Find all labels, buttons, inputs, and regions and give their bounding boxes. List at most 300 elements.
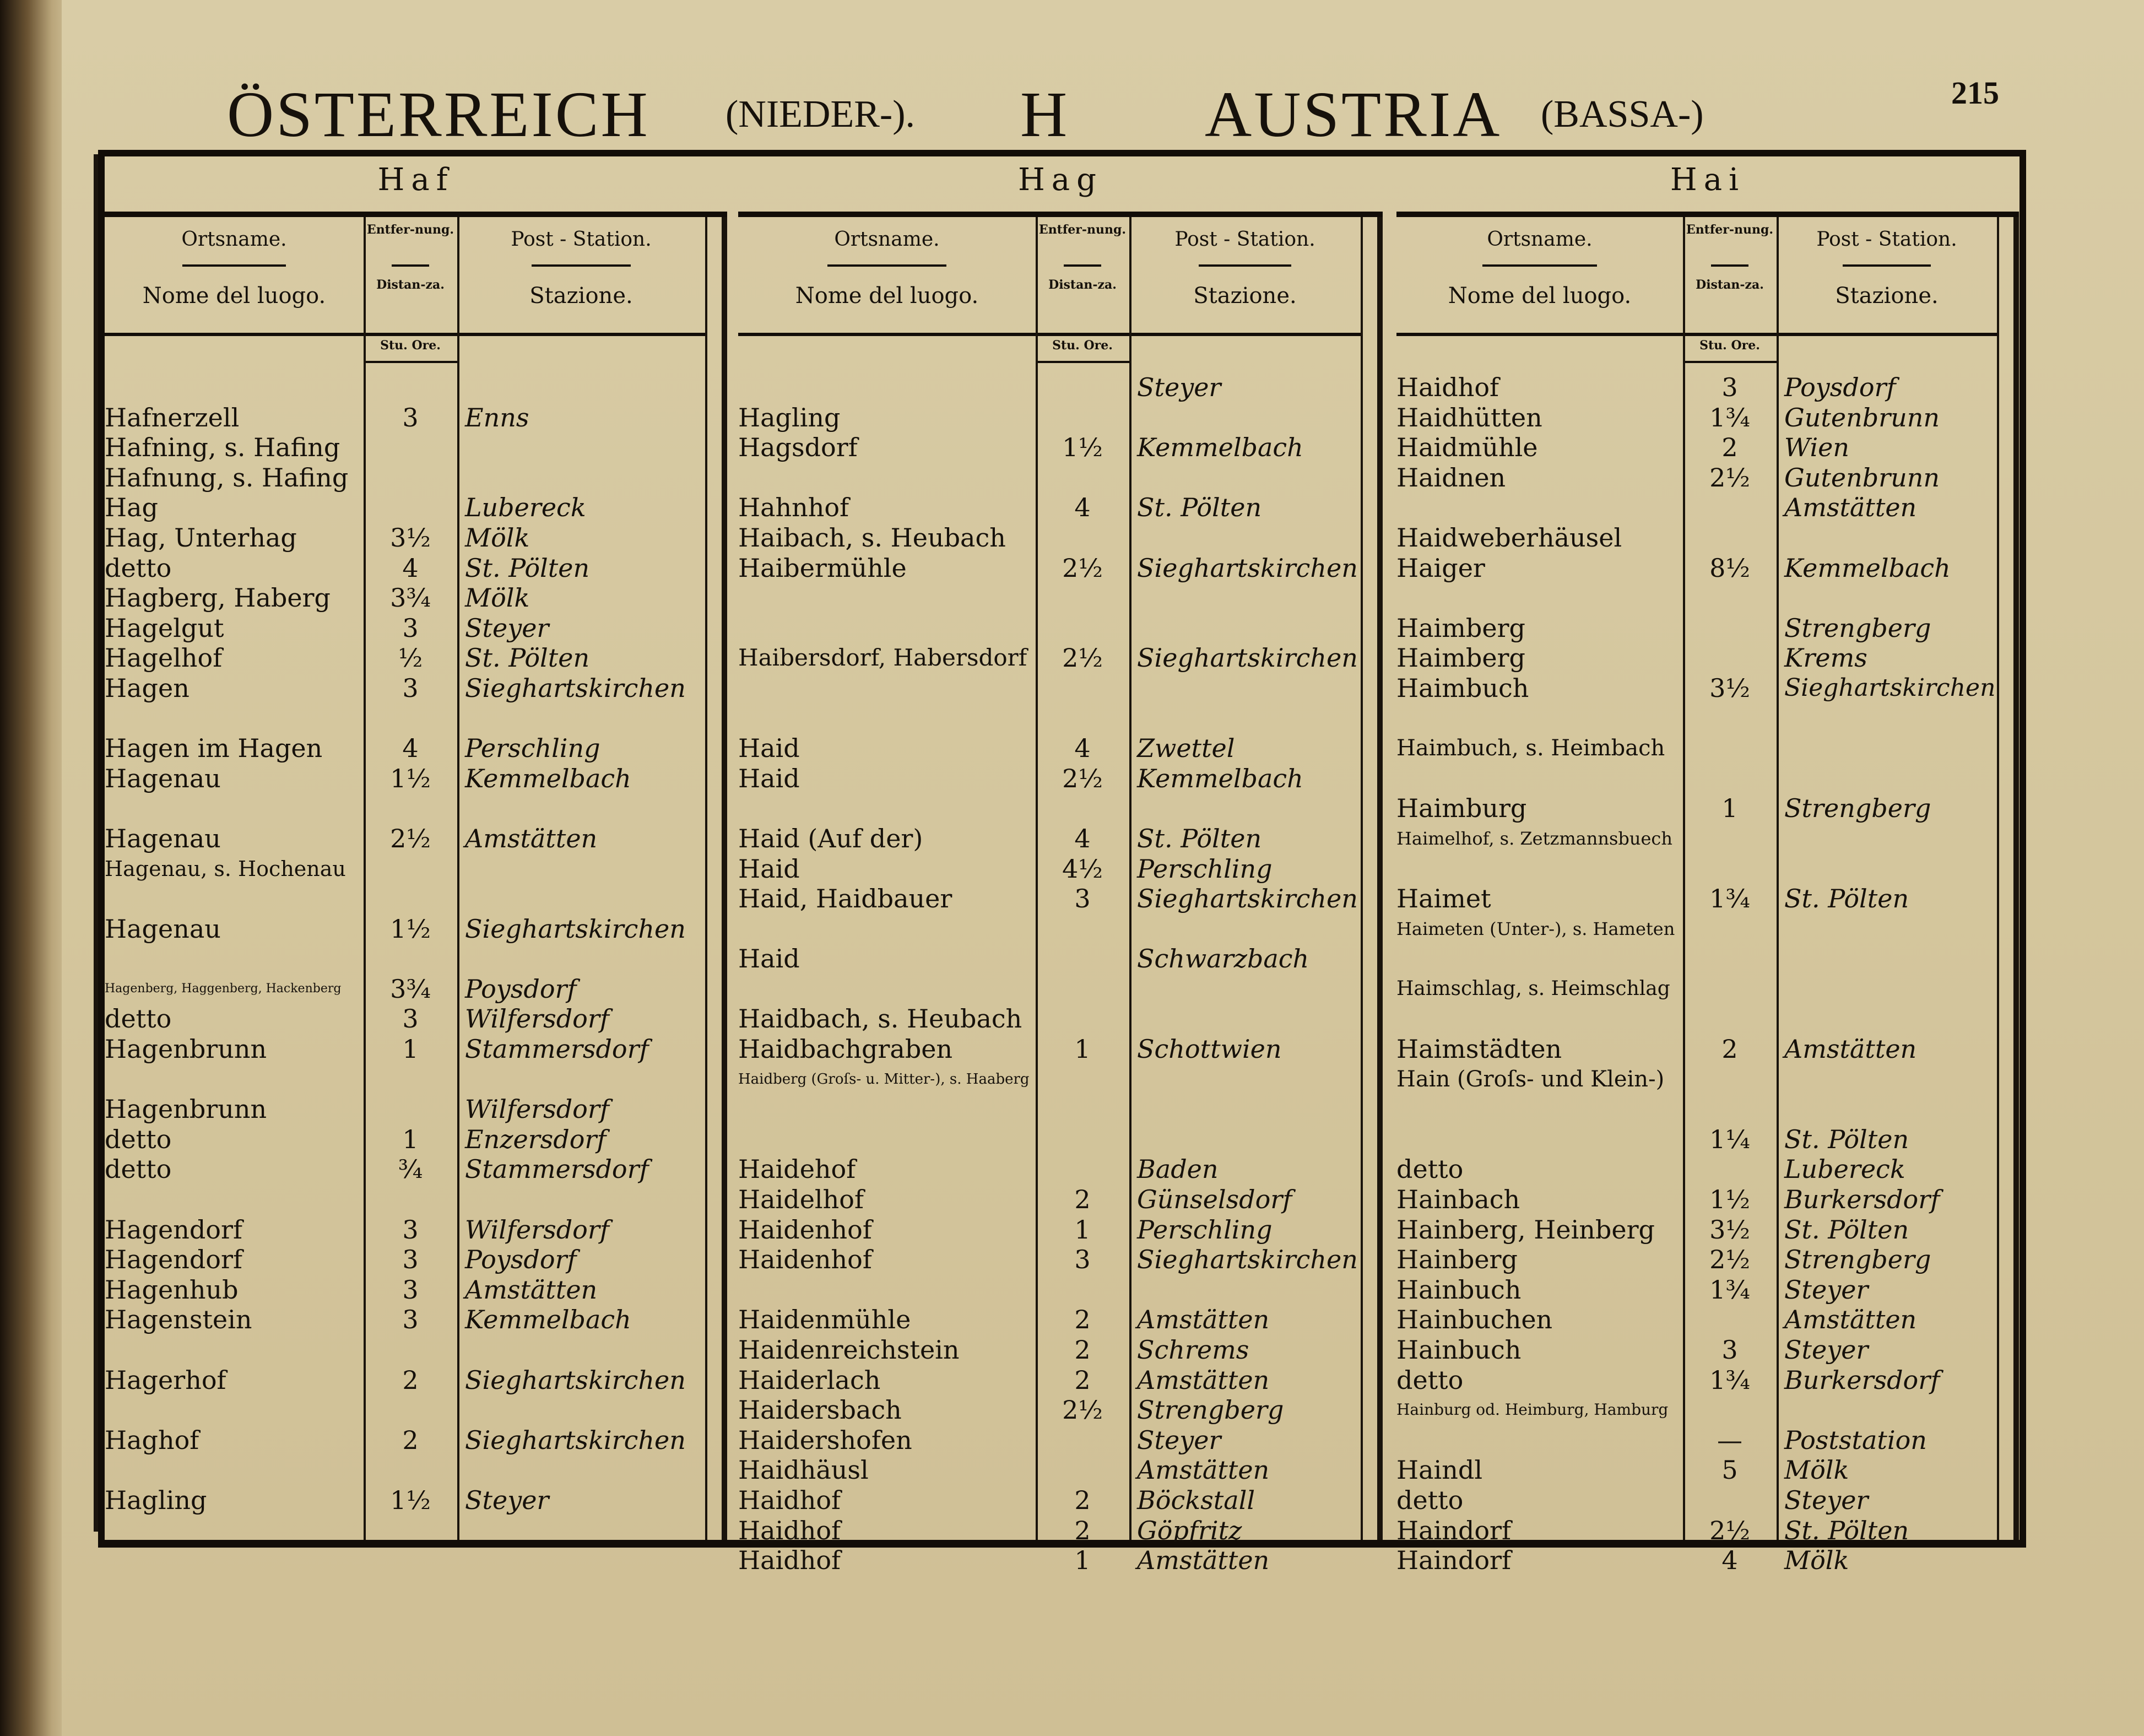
place-name: Haimburg <box>1396 793 1527 824</box>
post-station: Sieghartskirchen <box>1137 643 1358 673</box>
post-station: Kemmelbach <box>465 763 631 793</box>
place-name: Haid <box>738 944 800 974</box>
distance: 3 <box>1721 1335 1738 1365</box>
page-number: 215 <box>1951 75 1999 111</box>
table-row <box>738 733 1383 764</box>
place-name: Hainbuch <box>1396 1274 1522 1305</box>
distance: 3 <box>402 1214 419 1245</box>
place-name: Hagenbrunn <box>105 1094 267 1124</box>
place-name: Hagenau <box>105 823 221 853</box>
table-row <box>738 372 1383 403</box>
place-name: detto <box>105 1154 172 1185</box>
table-row <box>105 1395 727 1425</box>
post-station: St. Pölten <box>1784 1214 1909 1245</box>
distance: 1 <box>1074 1214 1091 1245</box>
table-row <box>105 673 727 704</box>
table-row <box>1396 824 2019 854</box>
table-row <box>738 704 1383 734</box>
place-name: Hagberg, Haberg <box>105 583 331 613</box>
post-station: St. Pölten <box>1784 1515 1909 1545</box>
header-rule <box>182 264 286 267</box>
place-name: Hagenstein <box>105 1305 252 1335</box>
distance: 3 <box>402 673 419 703</box>
table-row <box>105 824 727 854</box>
distance: 2 <box>1074 1185 1091 1215</box>
table-row <box>105 493 727 523</box>
post-station: Schottwien <box>1137 1034 1282 1064</box>
table-row <box>105 944 727 974</box>
place-name: Haidelhof <box>738 1185 864 1215</box>
place-name: detto <box>1396 1154 1464 1185</box>
place-name: Haibach, s. Heubach <box>738 522 1006 553</box>
post-station-header-german: Post - Station. <box>1816 228 1957 251</box>
table-row <box>738 944 1383 974</box>
place-name: Hag <box>105 493 158 523</box>
post-station: Sieghartskirchen <box>465 673 686 703</box>
place-name: Hagenau, s. Hochenau <box>105 856 346 881</box>
post-station: Gutenbrunn <box>1784 462 1940 493</box>
table-row <box>1396 1275 2019 1305</box>
place-name: Haimbuch <box>1396 673 1529 703</box>
distance: 3¾ <box>390 583 431 613</box>
distance: 1¾ <box>1709 1274 1750 1305</box>
place-name: Hagendorf <box>105 1245 242 1275</box>
distance: 3 <box>402 402 419 432</box>
table-row <box>738 643 1383 673</box>
header-rule <box>827 264 946 267</box>
place-name-header-german: Ortsname. <box>1487 228 1593 251</box>
post-station: Wien <box>1784 432 1850 463</box>
post-station: Schwarzbach <box>1137 944 1309 974</box>
place-name: Haindl <box>1396 1455 1483 1485</box>
table-row <box>105 1124 727 1155</box>
table-row <box>738 1124 1383 1155</box>
post-station: Sieghartskirchen <box>1137 884 1358 914</box>
table-row <box>1396 583 2019 613</box>
table-row <box>1396 523 2019 553</box>
section-title: Haf <box>105 162 727 217</box>
table-row <box>105 432 727 463</box>
table-row <box>1396 974 2019 1004</box>
place-name: Hagen im Hagen <box>105 733 323 764</box>
table-row <box>738 1215 1383 1245</box>
bottom-rule-line <box>98 1537 2026 1554</box>
post-station: Mölk <box>465 522 530 553</box>
title-italian: AUSTRIA <box>1205 78 1502 150</box>
distance-header <box>1683 217 1777 336</box>
distance-header-italian: Distan-za. <box>1048 278 1117 292</box>
table-row <box>1396 403 2019 433</box>
table-row <box>105 613 727 643</box>
table-row <box>1396 1305 2019 1335</box>
post-station: Strengberg <box>1784 1245 1931 1275</box>
distance: — <box>1717 1425 1742 1455</box>
distance: 3 <box>402 613 419 643</box>
post-station: Kemmelbach <box>1784 553 1951 583</box>
post-station: Steyer <box>1137 1425 1221 1455</box>
table-row <box>1396 1094 2019 1124</box>
post-station: St. Pölten <box>465 553 590 583</box>
table-row <box>105 854 727 884</box>
place-name: Hagenau <box>105 763 221 793</box>
place-name: Hainburg od. Heimburg, Hamburg <box>1396 1400 1669 1419</box>
table-row <box>1396 854 2019 884</box>
place-name: Hafnung, s. Hafing <box>105 462 349 493</box>
table-row <box>105 1185 727 1215</box>
place-name: Haidweberhäusel <box>1396 522 1622 553</box>
table-row <box>738 1335 1383 1365</box>
post-station: St. Pölten <box>1784 884 1909 914</box>
place-name-header <box>105 217 364 336</box>
table-row <box>738 1154 1383 1185</box>
distance: 1½ <box>390 1485 431 1515</box>
table-row <box>738 1094 1383 1124</box>
header-rule <box>1843 264 1931 267</box>
distance: 3 <box>402 1274 419 1305</box>
table-row <box>738 1064 1383 1095</box>
table-row <box>105 704 727 734</box>
header-rule <box>1711 264 1748 267</box>
table-row <box>105 1335 727 1365</box>
table-row <box>105 884 727 914</box>
table-row <box>105 793 727 824</box>
post-station: Krems <box>1784 643 1867 673</box>
table-row <box>738 1455 1383 1485</box>
distance: 3 <box>1074 1245 1091 1275</box>
distance-header-italian: Distan-za. <box>1696 278 1764 292</box>
place-name: Haid <box>738 853 800 884</box>
table-row <box>1396 493 2019 523</box>
post-station: Lubereck <box>465 493 586 523</box>
distance: 1¾ <box>1709 402 1750 432</box>
post-station: Steyer <box>1137 372 1221 402</box>
distance: 5 <box>1721 1455 1738 1485</box>
section-hai <box>1396 156 2019 1576</box>
distance: 1½ <box>390 913 431 944</box>
place-name: Hagling <box>738 402 841 432</box>
place-name: Haidenmühle <box>738 1305 911 1335</box>
post-station: Sieghartskirchen <box>1137 553 1358 583</box>
table-row <box>738 793 1383 824</box>
entries <box>738 372 1383 1576</box>
post-station: Burkersdorf <box>1784 1185 1940 1215</box>
post-station: Perschling <box>1137 853 1273 884</box>
post-station: Schrems <box>1137 1335 1249 1365</box>
distance: 1½ <box>390 763 431 793</box>
post-station: Strengberg <box>1784 613 1931 643</box>
post-station: St. Pölten <box>1784 1124 1909 1154</box>
qualifier-italian: (BASSA-) <box>1541 93 1704 136</box>
place-name-header <box>1396 217 1683 336</box>
table-row <box>1396 1154 2019 1185</box>
table-row <box>105 1004 727 1034</box>
gazetteer-table <box>98 150 2026 1576</box>
distance: 2½ <box>1709 1245 1750 1275</box>
place-name: Hagenbrunn <box>105 1034 267 1064</box>
post-station-header <box>457 217 705 336</box>
table-row <box>1396 1185 2019 1215</box>
post-station: Sieghartskirchen <box>1784 673 1996 702</box>
post-station: Stammersdorf <box>465 1034 649 1064</box>
place-name: Hagelhof <box>105 643 223 673</box>
table-row <box>105 764 727 794</box>
place-name: Hahnhof <box>738 493 849 523</box>
table-row <box>105 974 727 1004</box>
place-name: Hagling <box>105 1485 207 1515</box>
table-row <box>105 1034 727 1064</box>
distance: 8½ <box>1709 553 1750 583</box>
distance: 4 <box>1074 493 1091 523</box>
header-rule <box>532 264 631 267</box>
table-row <box>738 1275 1383 1305</box>
place-name: Haimbuch, s. Heimbach <box>1396 735 1665 761</box>
post-station: Sieghartskirchen <box>465 913 686 944</box>
place-name: Haidehof <box>738 1154 856 1185</box>
place-name: Haidenhof <box>738 1245 872 1275</box>
table-row <box>105 553 727 583</box>
post-station: Sieghartskirchen <box>465 1425 686 1455</box>
place-name: Haidhäusl <box>738 1455 869 1485</box>
table-row <box>1396 1124 2019 1155</box>
post-station: Amstätten <box>1137 1455 1270 1485</box>
table-row <box>105 1485 727 1516</box>
table-row <box>738 523 1383 553</box>
distance-header <box>1036 217 1129 336</box>
distance: 3 <box>1721 372 1738 402</box>
table-row <box>738 854 1383 884</box>
post-station: Göpfritz <box>1137 1515 1242 1545</box>
distance: 3½ <box>390 522 431 553</box>
distance: 2 <box>1721 1034 1738 1064</box>
place-name-header-italian: Nome del luogo. <box>795 283 979 309</box>
place-name: Haibersdorf, Habersdorf <box>738 644 1027 672</box>
post-station-header <box>1129 217 1361 336</box>
post-station: St. Pölten <box>465 643 590 673</box>
place-name: Haidhof <box>738 1545 841 1576</box>
place-name: Haidhof <box>738 1485 841 1515</box>
section-title: Hag <box>738 162 1383 217</box>
table-row <box>1396 553 2019 583</box>
table-row <box>105 1455 727 1485</box>
place-name: Haidershofen <box>738 1425 912 1455</box>
place-name: Hainberg, Heinberg <box>1396 1214 1655 1245</box>
place-name: detto <box>105 553 172 583</box>
table-row <box>105 463 727 493</box>
place-name: Haimstädten <box>1396 1034 1562 1064</box>
post-station-header-german: Post - Station. <box>511 228 652 251</box>
place-name: Haidnen <box>1396 462 1506 493</box>
bottom-rule <box>98 1537 2026 1554</box>
entries <box>1396 372 2019 1576</box>
distance: 2½ <box>390 823 431 853</box>
post-station: Mölk <box>1784 1455 1849 1485</box>
post-station: Zwettel <box>1137 733 1235 764</box>
table-row <box>738 824 1383 854</box>
distance-units: Stu. Ore. <box>1683 338 1777 363</box>
post-station: Lubereck <box>1784 1154 1905 1185</box>
post-station: Steyer <box>465 613 549 643</box>
table-row <box>738 1245 1383 1275</box>
table-row <box>1396 372 2019 403</box>
place-name-header-italian: Nome del luogo. <box>1448 283 1632 309</box>
place-name: Haimelhof, s. Zetzmannsbuech <box>1396 828 1672 849</box>
post-station: Poststation <box>1784 1425 1927 1455</box>
distance: 3 <box>1074 884 1091 914</box>
distance-header-german: Entfer-nung. <box>1686 223 1774 237</box>
post-station: Steyer <box>465 1485 549 1515</box>
distance: 2½ <box>1709 1515 1750 1545</box>
distance: 4 <box>402 553 419 583</box>
place-name: Haindorf <box>1396 1545 1512 1576</box>
table-row <box>738 583 1383 613</box>
distance: 2 <box>1074 1365 1091 1395</box>
place-name: Haid <box>738 763 800 793</box>
table-row <box>1396 1455 2019 1485</box>
distance: 4 <box>1074 823 1091 853</box>
title-german: ÖSTERREICH <box>227 78 650 150</box>
place-name: Haidhof <box>738 1515 841 1545</box>
place-name: Hag, Unterhag <box>105 522 297 553</box>
table-row <box>105 1365 727 1396</box>
table-row <box>738 1395 1383 1425</box>
table-row <box>738 884 1383 914</box>
distance: 2 <box>1074 1335 1091 1365</box>
post-station: Kemmelbach <box>1137 763 1303 793</box>
post-station: Kemmelbach <box>1137 432 1303 463</box>
post-station-header-italian: Stazione. <box>529 283 633 309</box>
table-row <box>1396 643 2019 673</box>
post-station: Mölk <box>465 583 530 613</box>
distance-header-italian: Distan-za. <box>376 278 445 292</box>
distance: 4 <box>1721 1545 1738 1576</box>
table-row <box>105 1245 727 1275</box>
table-row <box>1396 1335 2019 1365</box>
page-header <box>227 66 1824 160</box>
table-row <box>105 1425 727 1456</box>
table-row <box>1396 613 2019 643</box>
table-row <box>738 463 1383 493</box>
distance-header-german: Entfer-nung. <box>366 223 454 237</box>
table-row <box>1396 1215 2019 1245</box>
post-station: Baden <box>1137 1154 1219 1185</box>
post-station: Enns <box>465 402 529 432</box>
table-row <box>1396 884 2019 914</box>
distance: 4½ <box>1062 853 1103 884</box>
post-station: Sieghartskirchen <box>1137 1245 1358 1275</box>
header-rule <box>1064 264 1101 267</box>
table-row <box>1396 1245 2019 1275</box>
distance: 2½ <box>1062 763 1103 793</box>
table-row <box>738 1004 1383 1034</box>
post-station: Steyer <box>1784 1485 1869 1515</box>
distance: 2 <box>1074 1515 1091 1545</box>
distance-units: Stu. Ore. <box>1036 338 1129 363</box>
distance: 1½ <box>1062 432 1103 463</box>
post-station: Böckstall <box>1137 1485 1255 1515</box>
post-station: Gutenbrunn <box>1784 402 1940 432</box>
place-name: Haid, Haidbauer <box>738 884 952 914</box>
distance: 4 <box>402 733 419 764</box>
qualifier-german: (NIEDER-). <box>726 93 916 136</box>
distance: 2½ <box>1062 643 1103 673</box>
post-station: Amstätten <box>1137 1365 1270 1395</box>
place-name: Haimberg <box>1396 643 1525 673</box>
distance-header-german: Entfer-nung. <box>1038 223 1127 237</box>
table-row <box>1396 764 2019 794</box>
distance: 2 <box>402 1365 419 1395</box>
header-rule <box>1482 264 1597 267</box>
post-station: Günselsdorf <box>1137 1185 1292 1215</box>
book-spine <box>0 0 69 1736</box>
table-row <box>1396 673 2019 704</box>
table-row <box>738 613 1383 643</box>
distance-units: Stu. Ore. <box>364 338 457 363</box>
post-station: Stammersdorf <box>465 1154 649 1185</box>
table-row <box>1396 944 2019 974</box>
place-name: Hagen <box>105 673 190 703</box>
post-station: Strengberg <box>1784 793 1931 824</box>
section-hag <box>738 156 1383 1576</box>
table-row <box>105 733 727 764</box>
place-name: Haimeten (Unter-), s. Hameten <box>1396 918 1675 939</box>
table-row <box>738 1425 1383 1456</box>
place-name: detto <box>1396 1485 1464 1515</box>
distance: 2½ <box>1709 462 1750 493</box>
place-name: Haghof <box>105 1425 199 1455</box>
distance: 3 <box>402 1305 419 1335</box>
post-station: Steyer <box>1784 1274 1869 1305</box>
header-rule <box>392 264 429 267</box>
post-station: Amstätten <box>1137 1305 1270 1335</box>
place-name-header-german: Ortsname. <box>834 228 940 251</box>
post-station: Wilfersdorf <box>465 1094 609 1124</box>
place-name: Hagendorf <box>105 1214 242 1245</box>
post-station: Wilfersdorf <box>465 1004 609 1034</box>
entries <box>105 372 727 1516</box>
table-row <box>1396 1064 2019 1095</box>
place-name: Haimschlag, s. Heimschlag <box>1396 977 1670 1000</box>
post-station: Perschling <box>465 733 600 764</box>
table-row <box>1396 793 2019 824</box>
post-station: Burkersdorf <box>1784 1365 1940 1395</box>
post-station: Mölk <box>1784 1545 1849 1576</box>
place-name: Haidhof <box>1396 372 1499 402</box>
table-row <box>105 1275 727 1305</box>
place-name: Haidenreichstein <box>738 1335 960 1365</box>
distance: 1½ <box>1709 1185 1750 1215</box>
place-name: Hafning, s. Hafing <box>105 432 340 463</box>
table-row <box>1396 733 2019 764</box>
table-row <box>738 1185 1383 1215</box>
post-station: Wilfersdorf <box>465 1214 609 1245</box>
post-station: Kemmelbach <box>465 1305 631 1335</box>
table-row <box>738 432 1383 463</box>
table-row <box>1396 1004 2019 1034</box>
distance: 2½ <box>1062 553 1103 583</box>
table-row <box>738 403 1383 433</box>
place-name: Haimet <box>1396 884 1491 914</box>
place-name: Haimberg <box>1396 613 1525 643</box>
table-row <box>105 1305 727 1335</box>
distance: 3 <box>402 1004 419 1034</box>
place-name: Hagelgut <box>105 613 224 643</box>
distance: 3½ <box>1709 673 1750 703</box>
table-row <box>105 643 727 673</box>
post-station: Amstätten <box>1784 493 1917 523</box>
table-row <box>105 1154 727 1185</box>
distance-header <box>364 217 457 336</box>
post-station: Poysdorf <box>465 974 577 1004</box>
